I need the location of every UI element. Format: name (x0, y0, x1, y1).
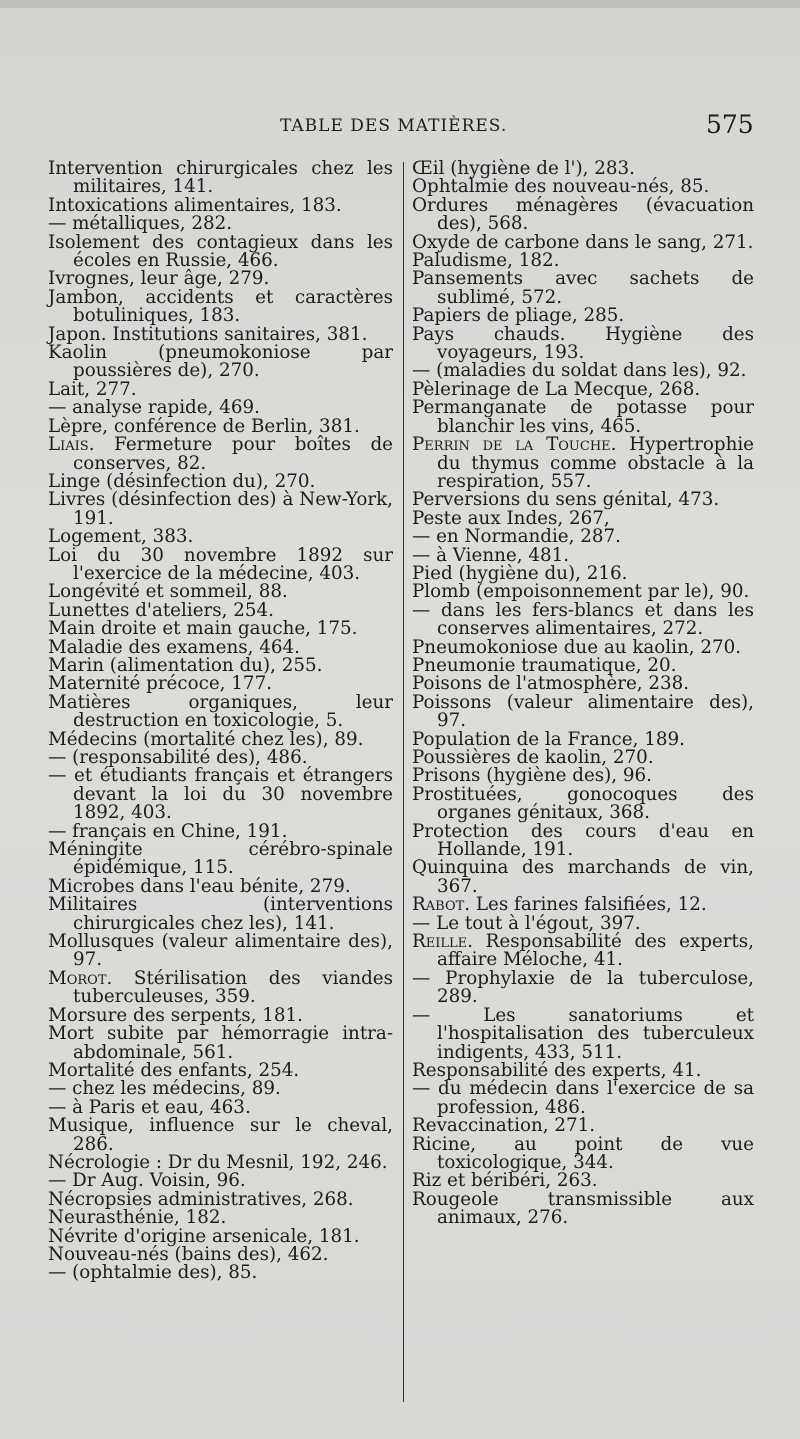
index-entry-text: Livres (désinfection des) à New-York, 191. (48, 489, 393, 529)
index-entry-text: — en Normandie, 287. (412, 526, 621, 548)
index-entry-text: — chez les médecins, 89. (48, 1078, 281, 1100)
index-entry (48, 1264, 393, 1282)
index-entry (48, 231, 393, 272)
index-entry-text: Marin (alimentation du), 255. (48, 654, 323, 676)
index-entry-text: Maladie des examens, 464. (48, 636, 300, 658)
index-entry-text: Perversions du sens génital, 473. (412, 489, 720, 511)
index-entry (48, 1117, 393, 1154)
running-title: TABLE DES MATIÈRES. (280, 116, 508, 136)
index-entry (48, 767, 393, 822)
index-entry-text: . Stérilisation des viandes tuberculeuses, 359. (73, 967, 393, 1008)
index-entry-text: Main droite et main gauche, 175. (48, 618, 358, 640)
index-entry-text: Logement, 383. (48, 526, 194, 548)
index-entry (48, 841, 393, 878)
index-entry-text: Isolement des contagieux dans les écoles en Russie, 466. (48, 231, 393, 272)
index-entry (412, 323, 754, 364)
index-entry-text: Neurasthénie, 182. (48, 1207, 227, 1229)
index-entry-text: — du médecin dans l'exercice de sa profession, 486. (412, 1078, 754, 1118)
index-entry-author: Rabot (412, 894, 465, 916)
index-entry-text: Intervention chirurgicales chez les militaires, 141. (48, 158, 393, 198)
index-entry (412, 1188, 754, 1229)
index-entry-text: Oxyde de carbone dans le sang, 271. (412, 231, 754, 253)
index-entry-text: — à Vienne, 481. (412, 544, 570, 566)
index-entry-text: Ricine, au point de vue toxicologique, 344. (412, 1133, 754, 1173)
index-entry (412, 691, 754, 732)
index-entry-text: Méningite cérébro-spinale épidémique, 115. (48, 839, 393, 879)
index-entry-text: Nécropsies administratives, 268. (48, 1188, 354, 1210)
index-entry-text: — métalliques, 282. (48, 213, 233, 235)
index-entry-text: . Fermeture pour boîtes de conserves, 82. (73, 434, 393, 474)
index-entry-text: Pneumokoniose due au kaolin, 270. (412, 636, 742, 658)
index-entry (412, 1004, 754, 1063)
index-entry-text: Pansements avec sachets de sublimé, 572. (412, 268, 754, 308)
index-entry (412, 599, 754, 640)
index-entry-text: Longévité et sommeil, 88. (48, 581, 288, 603)
column-divider (403, 162, 404, 1402)
index-entry-text: Morsure des serpents, 181. (48, 1004, 303, 1026)
index-entry (412, 399, 754, 436)
index-entry-text: Paludisme, 182. (412, 250, 560, 272)
index-entry-text: Revaccination, 271. (412, 1115, 596, 1137)
index-entry-text: — (ophtalmie des), 85. (48, 1262, 258, 1284)
index-entry-text: — à Paris et eau, 463. (48, 1096, 251, 1118)
index-entry (412, 270, 754, 307)
index-entry-text: . Hypertrophie du thymus comme obstacle à la respiration, 557. (437, 434, 755, 492)
index-entry-author: Liais (48, 434, 89, 456)
index-entry-text: Névrite d'origine arsenicale, 181. (48, 1225, 360, 1247)
index-entry-text: — analyse rapide, 469. (48, 397, 260, 419)
index-entry-text: Militaires (interventions chirurgicales chez les), 141. (48, 894, 393, 934)
index-entry-text: — (maladies du soldat dans les), 92. (412, 360, 747, 382)
index-entry-text: Pied (hygiène du), 216. (412, 562, 628, 584)
index-entry-text: — dans les fers-blancs et dans les conserves alimentaires, 272. (412, 599, 754, 640)
page-top-edge (0, 0, 800, 8)
index-entry-text: Mollusques (valeur alimentaire des), 97. (48, 931, 393, 971)
index-entry-text: Peste aux Indes, 267, (412, 507, 610, 529)
index-entry-author: Reille (412, 931, 468, 953)
index-entry (412, 820, 754, 861)
index-entry (412, 967, 754, 1008)
index-entry (48, 436, 393, 473)
index-entry (412, 1133, 754, 1173)
index-entry-text: Plomb (empoisonnement par le), 90. (412, 581, 750, 603)
index-entry-text: Pneumonie traumatique, 20. (412, 654, 677, 676)
index-entry-text: — Les sanatoriums et l'hospitalisation des tuberculeux indigents, 433, 511. (412, 1004, 754, 1063)
index-entry (48, 491, 393, 528)
index-entry-text: Poussières de kaolin, 270. (412, 747, 654, 768)
index-entry (48, 160, 393, 197)
index-entry-text: . Responsabilité des experts, affaire Méloche, 41. (437, 931, 754, 971)
index-entry-text: — Le tout à l'égout, 397. (412, 912, 641, 934)
index-entry-text: . Les farines falsifiées, 12. (464, 894, 707, 916)
index-entry (48, 344, 393, 381)
index-entry-text: Ivrognes, leur âge, 279. (48, 268, 270, 290)
index-entry-text: Musique, influence sur le cheval, 286. (48, 1115, 393, 1155)
index-entry-text: Prisons (hygiène des), 96. (412, 765, 652, 787)
page-header (0, 110, 800, 146)
index-entry-text: Lèpre, conférence de Berlin, 381. (48, 415, 360, 437)
index-entry-text: Lunettes d'ateliers, 254. (48, 599, 274, 621)
index-entry-text: Nouveau-nés (bains des), 462. (48, 1243, 329, 1265)
index-entry-text: Responsabilité des experts, 41. (412, 1059, 702, 1081)
index-entry-text: Population de la France, 189. (412, 728, 685, 750)
index-entry-text: Kaolin (pneumokoniose par poussières de), 270. (48, 342, 393, 382)
index-entry-text: Protection des cours d'eau en Hollande, 191. (412, 820, 754, 861)
index-entry-text: Loi du 30 novembre 1892 sur l'exercice de la médecine, 403. (48, 544, 393, 584)
index-entry (48, 544, 393, 584)
index-entry-text: Maternité précoce, 177. (48, 673, 273, 695)
index-entry-text: Linge (désinfection du), 270. (48, 470, 316, 492)
index-entry-text: Nécrologie : Dr du Mesnil, 192, 246. (48, 1151, 388, 1173)
index-entry-text: Ordures ménagères (évacuation des), 568. (412, 194, 754, 235)
index-entry (48, 967, 393, 1008)
index-entry-text: Ophtalmie des nouveau-nés, 85. (412, 176, 710, 198)
index-entry (48, 286, 393, 327)
index-entry (48, 896, 393, 933)
index-entry (412, 933, 754, 970)
index-entry-text: Intoxications alimentaires, 183. (48, 194, 342, 216)
index-column-right (412, 160, 754, 1228)
index-entry-text: Mort subite par hémorragie intra-abdominale, 561. (48, 1023, 393, 1063)
index-column-left (48, 160, 393, 1283)
index-entry-text: Pays chauds. Hygiène des voyageurs, 193. (412, 323, 754, 364)
index-entry (412, 436, 754, 491)
index-entry-text: Prostituées, gonocoques des organes génitaux, 368. (412, 783, 754, 824)
index-entry-text: Jambon, accidents et caractères botuliniques, 183. (48, 286, 393, 327)
index-entry-text: Poisons de l'atmosphère, 238. (412, 673, 690, 695)
index-entry-text: Lait, 277. (48, 378, 137, 400)
index-entry-author: Morot (48, 967, 107, 989)
index-entry-text: — français en Chine, 191. (48, 820, 288, 842)
index-entry (412, 1080, 754, 1117)
index-entry-text: Permanganate de potasse pour blanchir les vins, 465. (412, 397, 754, 437)
index-entry (48, 933, 393, 970)
index-entry-text: Mortalité des enfants, 254. (48, 1059, 300, 1081)
index-entry-text: Japon. Institutions sanitaires, 381. (48, 323, 368, 345)
page-number: 575 (706, 110, 754, 139)
index-entry-text: Quinquina des marchands de vin, 367. (412, 857, 754, 897)
index-entry-text: Œil (hygiène de l'), 283. (412, 158, 635, 179)
index-entry-text: — Prophylaxie de la tuberculose, 289. (412, 967, 754, 1008)
index-entry-text: Pèlerinage de La Mecque, 268. (412, 378, 701, 400)
index-entry (48, 1025, 393, 1062)
index-entry-text: Médecins (mortalité chez les), 89. (48, 728, 364, 750)
index-entry-text: Papiers de pliage, 285. (412, 305, 625, 327)
index-entry (48, 691, 393, 732)
index-entry (412, 194, 754, 235)
index-entry-text: Microbes dans l'eau bénite, 279. (48, 875, 351, 897)
index-entry-text: — et étudiants français et étrangers devant la loi du 30 novembre 1892, 403. (48, 765, 393, 824)
index-entry-author: Perrin de la Touche (412, 434, 611, 456)
index-entry (412, 783, 754, 824)
index-entry-text: Rougeole transmissible aux animaux, 276. (412, 1188, 754, 1229)
index-entry-text: — Dr Aug. Voisin, 96. (48, 1170, 246, 1192)
index-entry-text: — (responsabilité des), 486. (48, 747, 308, 768)
index-entry-text: Poissons (valeur alimentaire des), 97. (412, 691, 754, 732)
index-entry-text: Riz et béribéri, 263. (412, 1170, 598, 1192)
index-entry (412, 859, 754, 896)
index-entry-text: Matières organiques, leur destruction en toxicologie, 5. (48, 691, 393, 732)
